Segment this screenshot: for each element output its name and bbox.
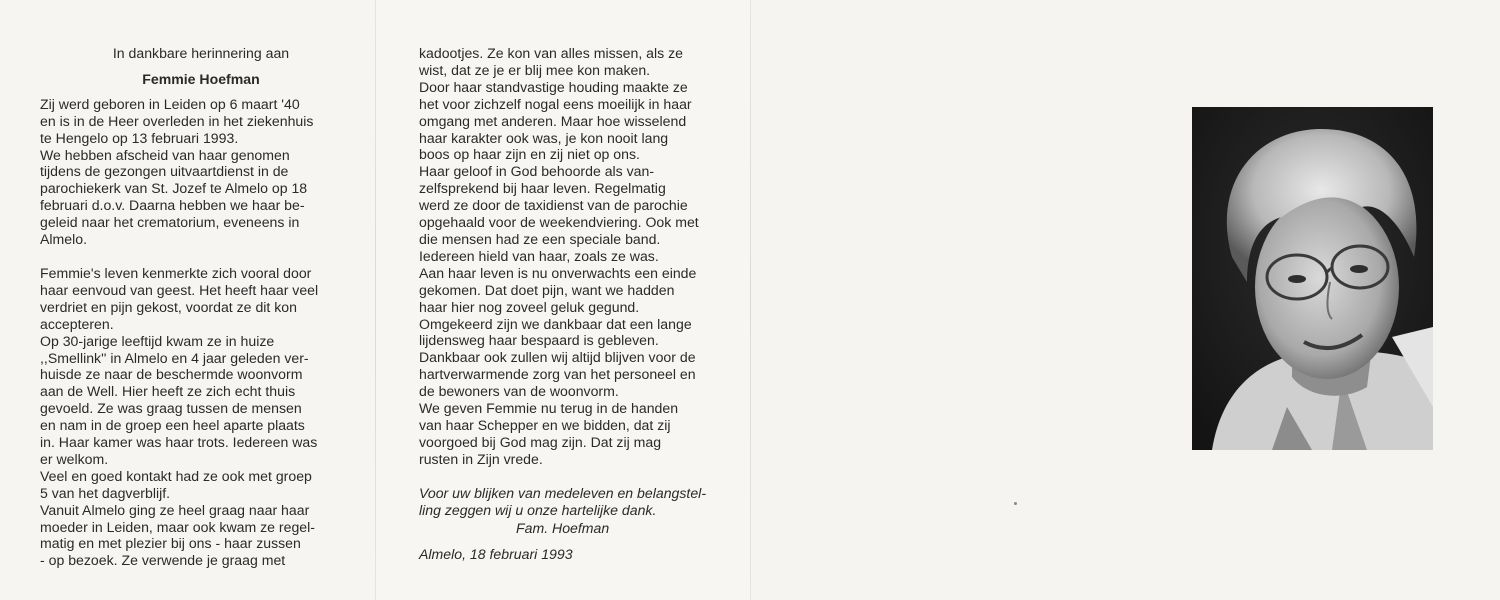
text-line: het voor zichzelf nogal eens moeilijk in haar: [419, 95, 692, 112]
text-line: matig en met plezier bij ons - haar zussen: [40, 535, 301, 552]
text-line: Femmie's leven kenmerkte zich vooral door: [40, 264, 312, 281]
text-line: We geven Femmie nu terug in de handen: [419, 400, 679, 417]
fold-line-center: [750, 0, 751, 600]
middle-text-column: [419, 45, 714, 563]
text-line: hartverwarmende zorg van het personeel en: [419, 366, 696, 383]
deceased-name: Femmie Hoefman: [142, 70, 260, 87]
text-line: gekomen. Dat doet pijn, want we hadden: [419, 281, 675, 298]
text-line: Dankbaar ook zullen wij altijd blijven voor de: [419, 349, 696, 366]
text-line: Veel en goed kontakt had ze ook met groep: [40, 467, 312, 484]
text-line: van haar Schepper en we bidden, dat zij: [419, 416, 671, 433]
left-text-column: [40, 45, 362, 569]
text-line: tijdens de gezongen uitvaartdienst in de: [40, 163, 289, 180]
text-line: wist, dat ze je er blij mee kon maken.: [419, 61, 651, 78]
text-line: accepteren.: [40, 315, 114, 332]
text-line: in. Haar kamer was haar trots. Iedereen was: [40, 434, 318, 451]
text-line: Haar geloof in God behoorde als van-: [419, 163, 655, 180]
text-line: boos op haar zijn en zij niet op ons.: [419, 146, 640, 163]
text-line: Iedereen hield van haar, zoals ze was.: [419, 247, 659, 264]
text-line: omgang met anderen. Maar hoe wisselend: [419, 112, 687, 129]
middle-body-text: [419, 45, 714, 468]
text-line: gevoeld. Ze was graag tussen de mensen: [40, 400, 302, 417]
text-line: zelfsprekend bij haar leven. Regelmatig: [419, 180, 666, 197]
text-line: en nam in de groep een heel aparte plaats: [40, 417, 305, 434]
text-line: parochiekerk van St. Jozef te Almelo op 18: [40, 180, 308, 197]
text-line: ling zeggen wij u onze hartelijke dank.: [419, 501, 657, 518]
text-line: Door haar standvastige houding maakte ze: [419, 78, 688, 95]
fold-line-left: [375, 0, 376, 600]
text-line: kadootjes. Ze kon van alles missen, als ze: [419, 45, 683, 61]
text-line: Almelo.: [40, 231, 87, 248]
text-line: voorgoed bij God mag zijn. Dat zij mag: [419, 433, 662, 450]
paragraph-gap: [40, 248, 362, 265]
portrait-illustration: [1192, 107, 1433, 450]
left-body-text: [40, 96, 362, 569]
text-line: Aan haar leven is nu onverwachts een einde: [419, 264, 697, 281]
text-line: Omgekeerd zijn we dankbaar dat een lange: [419, 315, 692, 332]
text-line: lijdensweg haar bespaard is gebleven.: [419, 332, 659, 349]
text-line: opgehaald voor de weekendviering. Ook met: [419, 214, 699, 231]
text-line: geleid naar het crematorium, eveneens in: [40, 214, 300, 231]
text-line: Vanuit Almelo ging ze heel graag naar haar: [40, 501, 310, 518]
text-line: februari d.o.v. Daarna hebben we haar be-: [40, 197, 305, 214]
text-line: Voor uw blijken van medeleven en belangstel-: [419, 484, 707, 501]
text-line: Zij werd geboren in Leiden op 6 maart '40: [40, 95, 300, 112]
text-line: - op bezoek. Ze verwende je graag met: [40, 552, 286, 569]
intro-heading: In dankbare herinnering aan: [112, 45, 290, 61]
text-line: te Hengelo op 13 februari 1993.: [40, 129, 239, 146]
text-line: haar karakter ook was, je kon nooit lang: [419, 129, 669, 146]
text-line: huisde ze naar de beschermde woonvorm: [40, 366, 303, 383]
text-line: rusten in Zijn vrede.: [419, 450, 543, 467]
place-date: Almelo, 18 februari 1993: [419, 546, 573, 563]
text-line: haar eenvoud van geest. Het heeft haar veel: [40, 281, 319, 298]
text-line: de bewoners van de woonvorm.: [419, 383, 619, 400]
paper-speck: [1014, 502, 1017, 505]
portrait-photo: [1192, 107, 1433, 450]
text-line: en is in de Heer overleden in het ziekenhuis: [40, 112, 314, 129]
thanks-text: [419, 485, 714, 519]
text-line: We hebben afscheid van haar genomen: [40, 146, 290, 163]
text-line: verdriet en pijn gekost, voordat ze dit kon: [40, 298, 297, 315]
text-line: haar hier nog zoveel geluk gegund.: [419, 298, 640, 315]
text-line: moeder in Leiden, maar ook kwam ze regel-: [40, 518, 315, 535]
text-line: Op 30-jarige leeftijd kwam ze in huize: [40, 332, 275, 349]
signature: Fam. Hoefman: [516, 520, 610, 537]
text-line: er welkom.: [40, 450, 109, 467]
text-line: werd ze door de taxidienst van de parochie: [419, 197, 688, 214]
text-line: die mensen had ze een speciale band.: [419, 230, 661, 247]
text-line: aan de Well. Hier heeft ze zich echt thuis: [40, 383, 296, 400]
text-line: 5 van het dagverblijf.: [40, 484, 171, 501]
text-line: ,,Smellink'' in Almelo en 4 jaar geleden ver-: [40, 349, 309, 366]
